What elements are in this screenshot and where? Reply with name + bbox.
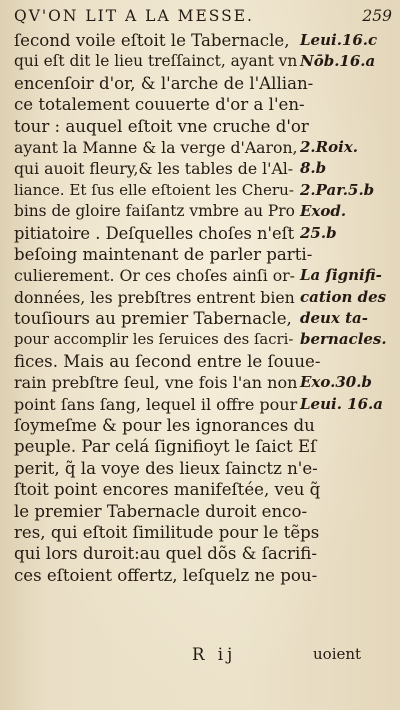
text-line [14,565,392,586]
line-text: fices. Mais au ſecond entre le ſouue- [14,351,321,371]
line-text: perit, q̃ la voye des lieux ſainctz n'e- [14,458,318,478]
text-line [14,287,392,308]
margin-note: Leui.16.c [300,31,378,49]
line-text: pitiatoire . Deſquelles choſes n'eſt [14,223,295,243]
line-text: liance. Et ſus elle eſtoient les Cheru- [14,180,294,199]
line-text: res, qui eſtoit ſimilitude pour le tẽps [14,522,320,542]
margin-note: 2.Roix. [300,137,358,156]
line-text: pour accomplir les ſeruices des ſacri- [14,331,294,349]
line-text: culierement. Or ces choſes ainſi or- [14,266,295,286]
text-line [14,372,392,393]
text-line [14,308,392,329]
text-line [14,223,392,244]
text-line [14,501,392,522]
text-line [14,458,392,479]
margin-note: Exo.30.b [300,373,372,392]
page-number: 259 [362,7,392,25]
margin-note: bernacles. [300,330,387,349]
text-line [14,522,392,543]
text-line [14,415,392,436]
margin-note: cation des [300,287,387,306]
line-text: tour : auquel eſtoit vne cruche d'or [14,116,309,136]
line-text: ſecond voile eſtoit le Tabernacle, [14,31,290,50]
line-text: rain prebſtre ſeul, vne fois l'an non [14,373,298,393]
line-text: beſoing maintenant de parler parti- [14,244,313,264]
text-line [14,244,392,265]
text-line [14,543,392,564]
text-line [14,51,392,72]
line-text: ces eſtoient offertz, leſquelz ne pou- [14,565,318,585]
line-text: bins de gloire faiſantz vmbre au Pro [14,202,295,221]
page-header [14,4,392,30]
line-text: données, les prebſtres entrent bien [14,287,295,307]
text-line [14,394,392,415]
line-text: qui auoit fleury,& les tables de l'Al- [14,159,294,179]
margin-note: Nōb.16.a [300,52,376,71]
body-text [14,30,392,586]
signature-mark: R ij [192,645,237,664]
margin-note: La ſignifi- [300,266,382,285]
text-line [14,329,392,350]
text-line [14,351,392,372]
margin-note: 8.b [300,159,327,178]
text-line [14,116,392,137]
margin-note: 25.b [300,223,337,242]
line-text: ce totalement couuerte d'or a l'en- [14,95,305,115]
text-line [14,137,392,158]
line-text: touſiours au premier Tabernacle, [14,309,292,329]
line-text: point ſans ſang, lequel il offre pour [14,394,298,414]
text-line [14,73,392,94]
line-text: encenſoir d'or, & l'arche de l'Allian- [14,73,314,93]
text-line [14,158,392,179]
line-text: ſtoit point encores manifeſtée, veu q̃ [14,480,321,500]
line-text: peuple. Par celá ſignifioyt le ſaict Eſ [14,437,317,457]
text-line [14,94,392,115]
margin-note: 2.Par.5.b [300,180,375,199]
line-text: qui eſt dit le lieu treſſainct, ayant vn [14,52,298,71]
line-text: le premier Tabernacle duroit enco- [14,501,308,521]
text-line [14,30,392,51]
margin-note: deux ta- [300,309,368,328]
line-text: ſoymeſme & pour les ignorances du [14,416,315,436]
margin-note: Exod. [300,202,347,221]
text-line [14,201,392,222]
text-line [14,180,392,201]
running-title: QV'ON LIT A LA MESSE. [14,7,254,25]
text-line [14,436,392,457]
catchword: uoient [313,645,362,663]
line-text: ayant la Manne & la verge d'Aaron, [14,137,298,157]
margin-note: Leui. 16.a [300,394,383,413]
text-line [14,479,392,500]
text-line [14,265,392,286]
line-text: qui lors duroit:au quel dõs & ſacrifi- [14,544,317,564]
